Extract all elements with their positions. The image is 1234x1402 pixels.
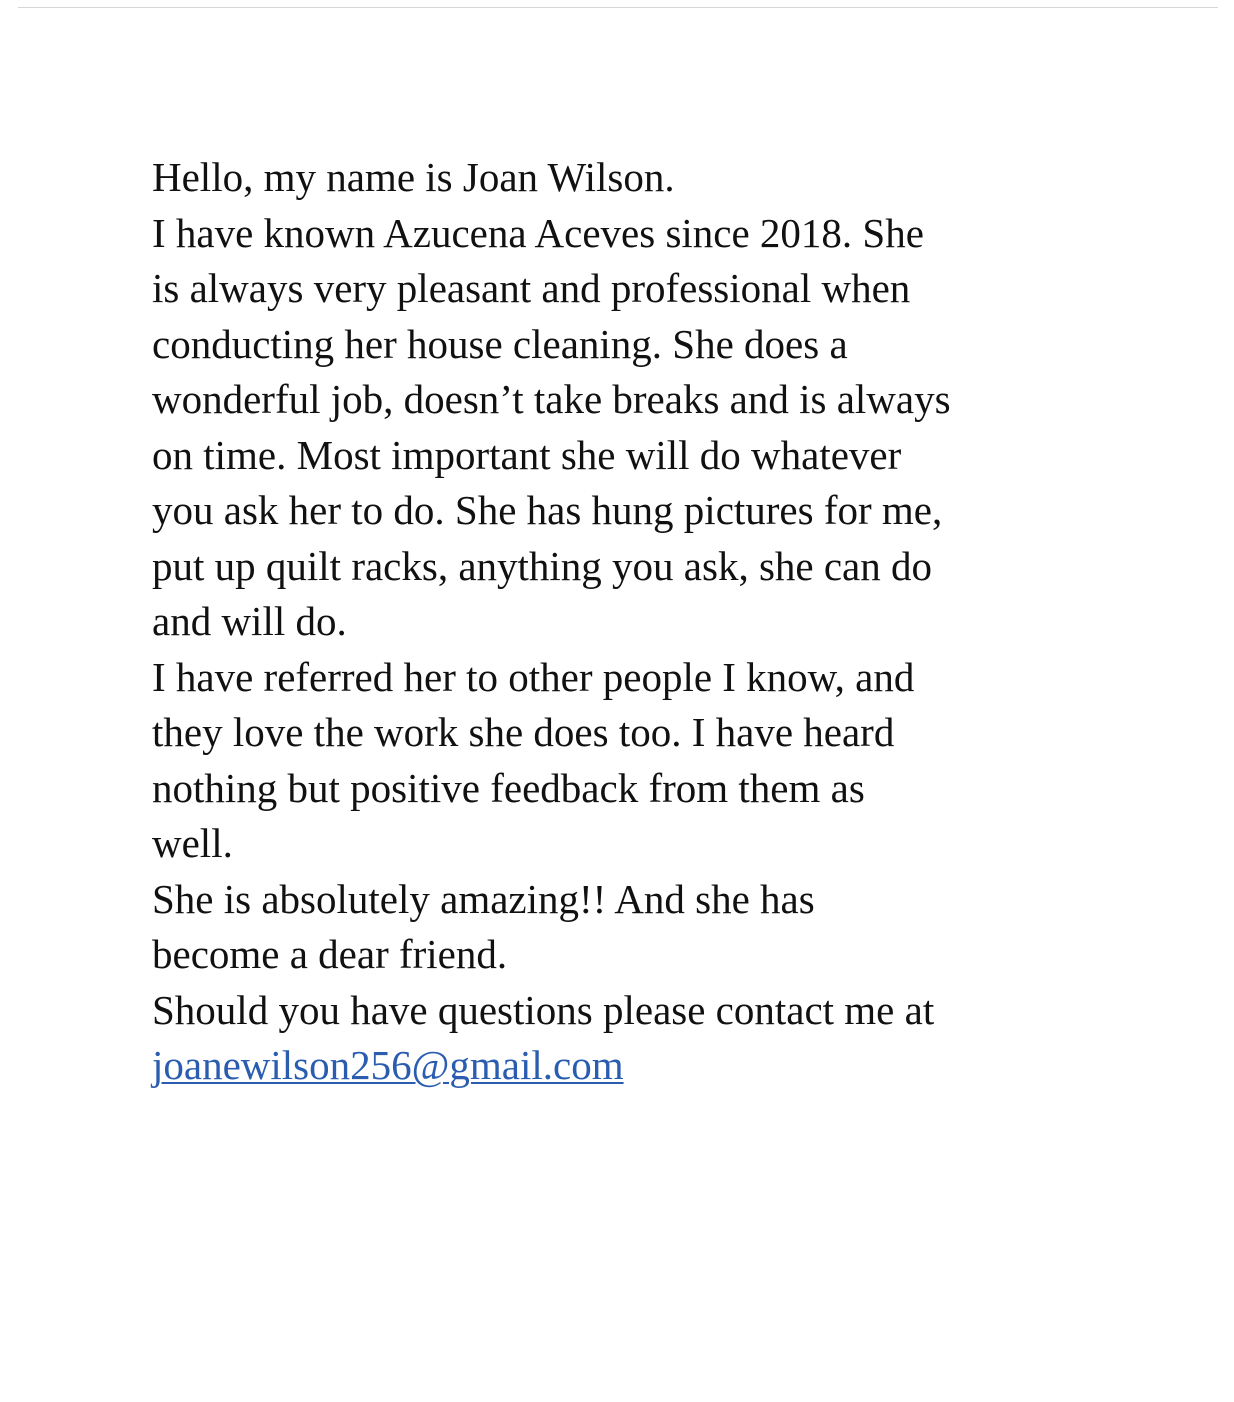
text-line: you ask her to do. She has hung pictures for me, [152,487,943,533]
letter-body [152,150,1142,1094]
text-line: is always very pleasant and professional when [152,265,911,311]
text-line: on time. Most important she will do whatever [152,431,902,478]
text-line: She is absolutely amazing!! And she has [152,875,815,922]
top-divider [18,7,1218,8]
greeting-line: Hello, my name is Joan Wilson. [152,154,675,200]
text-line: well. [152,820,233,866]
text-line: become a dear friend. [152,931,508,977]
text-line: and will do. [152,598,347,644]
text-line: nothing but positive feedback from them as [152,764,865,811]
text-line: conducting her house cleaning. She does a [152,320,848,367]
text-line: I have known Azucena Aceves since 2018. She [152,209,924,256]
email-line [152,1038,1142,1094]
email-link[interactable]: joanewilson256@gmail.com [152,1042,624,1088]
text-line: put up quilt racks, anything you ask, she can do [152,542,933,589]
contact-line: Should you have questions please contact me at [152,986,935,1033]
text-line: I have referred her to other people I know, and [152,653,915,700]
text-line: they love the work she does too. I have heard [152,709,895,755]
text-line: wonderful job, doesn’t take breaks and is always [152,376,951,422]
